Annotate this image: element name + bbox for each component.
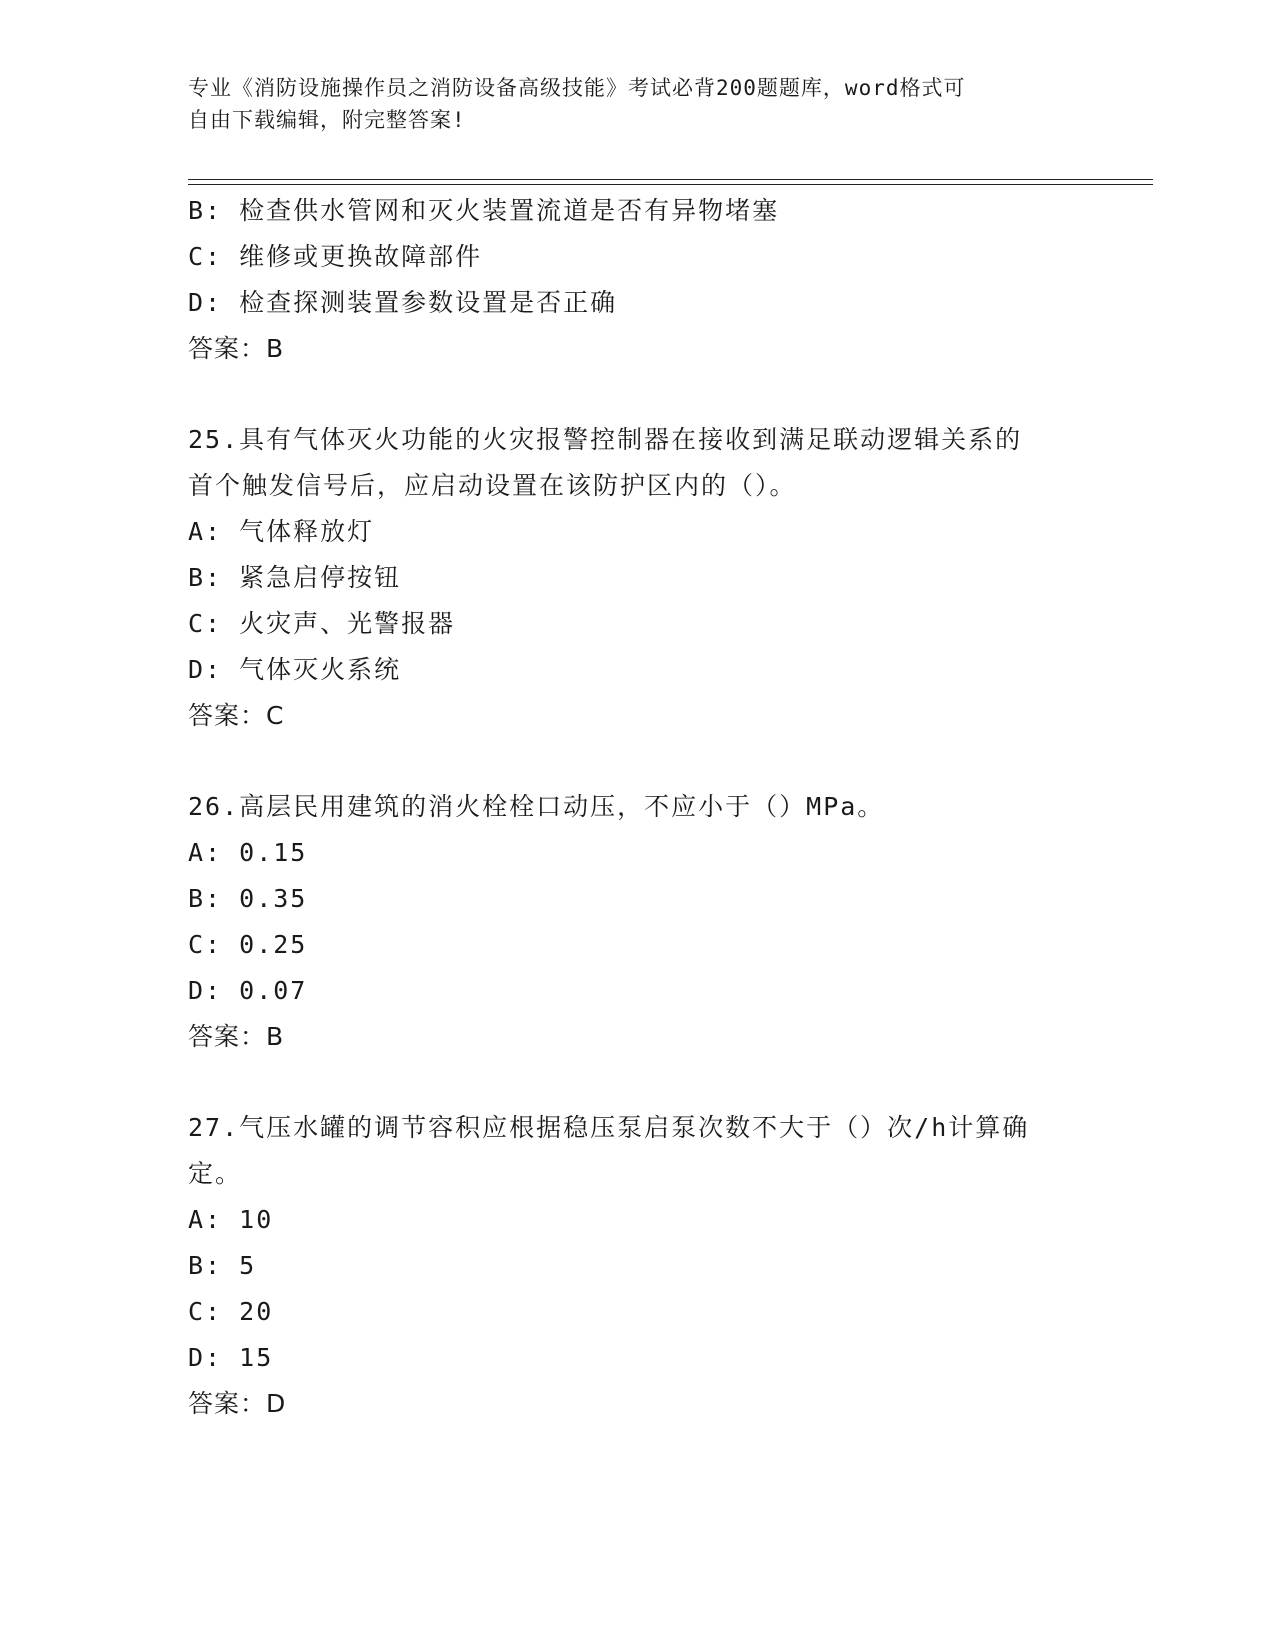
option-a: A: 气体释放灯 bbox=[188, 517, 375, 546]
spacer bbox=[188, 1060, 1088, 1105]
question-text-line-1: 25.具有气体灭火功能的火灾报警控制器在接收到满足联动逻辑关系的 bbox=[188, 425, 1023, 454]
header-divider-top bbox=[188, 179, 1153, 180]
option-c: C: 0.25 bbox=[188, 930, 308, 959]
option-d: D: 0.07 bbox=[188, 976, 308, 1005]
question-27 bbox=[188, 1105, 1088, 1427]
option-c: C: 火灾声、光警报器 bbox=[188, 609, 456, 638]
header-divider-bottom bbox=[188, 184, 1153, 185]
option-d: D: 气体灭火系统 bbox=[188, 655, 402, 684]
question-list bbox=[188, 188, 1088, 1427]
header-line-2: 自由下载编辑，附完整答案! bbox=[188, 108, 466, 132]
answer-line: 答案：C bbox=[188, 701, 285, 730]
question-24-tail bbox=[188, 188, 1088, 372]
spacer bbox=[188, 372, 1088, 417]
answer-line: 答案：D bbox=[188, 1389, 287, 1418]
question-26 bbox=[188, 784, 1088, 1060]
question-text-line-1: 27.气压水罐的调节容积应根据稳压泵启泵次数不大于（）次/h计算确 bbox=[188, 1113, 1030, 1142]
option-a: A: 0.15 bbox=[188, 838, 308, 867]
header-line-1: 专业《消防设施操作员之消防设备高级技能》考试必背200题题库，word格式可 bbox=[188, 76, 966, 100]
option-b: B: 检查供水管网和灭火装置流道是否有异物堵塞 bbox=[188, 196, 780, 225]
question-25 bbox=[188, 417, 1088, 739]
answer-line: 答案：B bbox=[188, 1022, 285, 1051]
option-c: C: 20 bbox=[188, 1297, 274, 1326]
option-b: B: 0.35 bbox=[188, 884, 308, 913]
option-c: C: 维修或更换故障部件 bbox=[188, 242, 483, 271]
option-a: A: 10 bbox=[188, 1205, 274, 1234]
answer-line: 答案：B bbox=[188, 334, 285, 363]
option-b: B: 5 bbox=[188, 1251, 257, 1280]
option-d: D: 15 bbox=[188, 1343, 274, 1372]
question-text-line-2: 首个触发信号后，应启动设置在该防护区内的（）。 bbox=[188, 471, 797, 500]
option-b: B: 紧急启停按钮 bbox=[188, 563, 402, 592]
document-header bbox=[188, 72, 1068, 136]
question-text-line-1: 26.高层民用建筑的消火栓栓口动压，不应小于（）MPa。 bbox=[188, 792, 885, 821]
question-text-line-2: 定。 bbox=[188, 1159, 243, 1188]
spacer bbox=[188, 739, 1088, 784]
option-d: D: 检查探测装置参数设置是否正确 bbox=[188, 288, 618, 317]
